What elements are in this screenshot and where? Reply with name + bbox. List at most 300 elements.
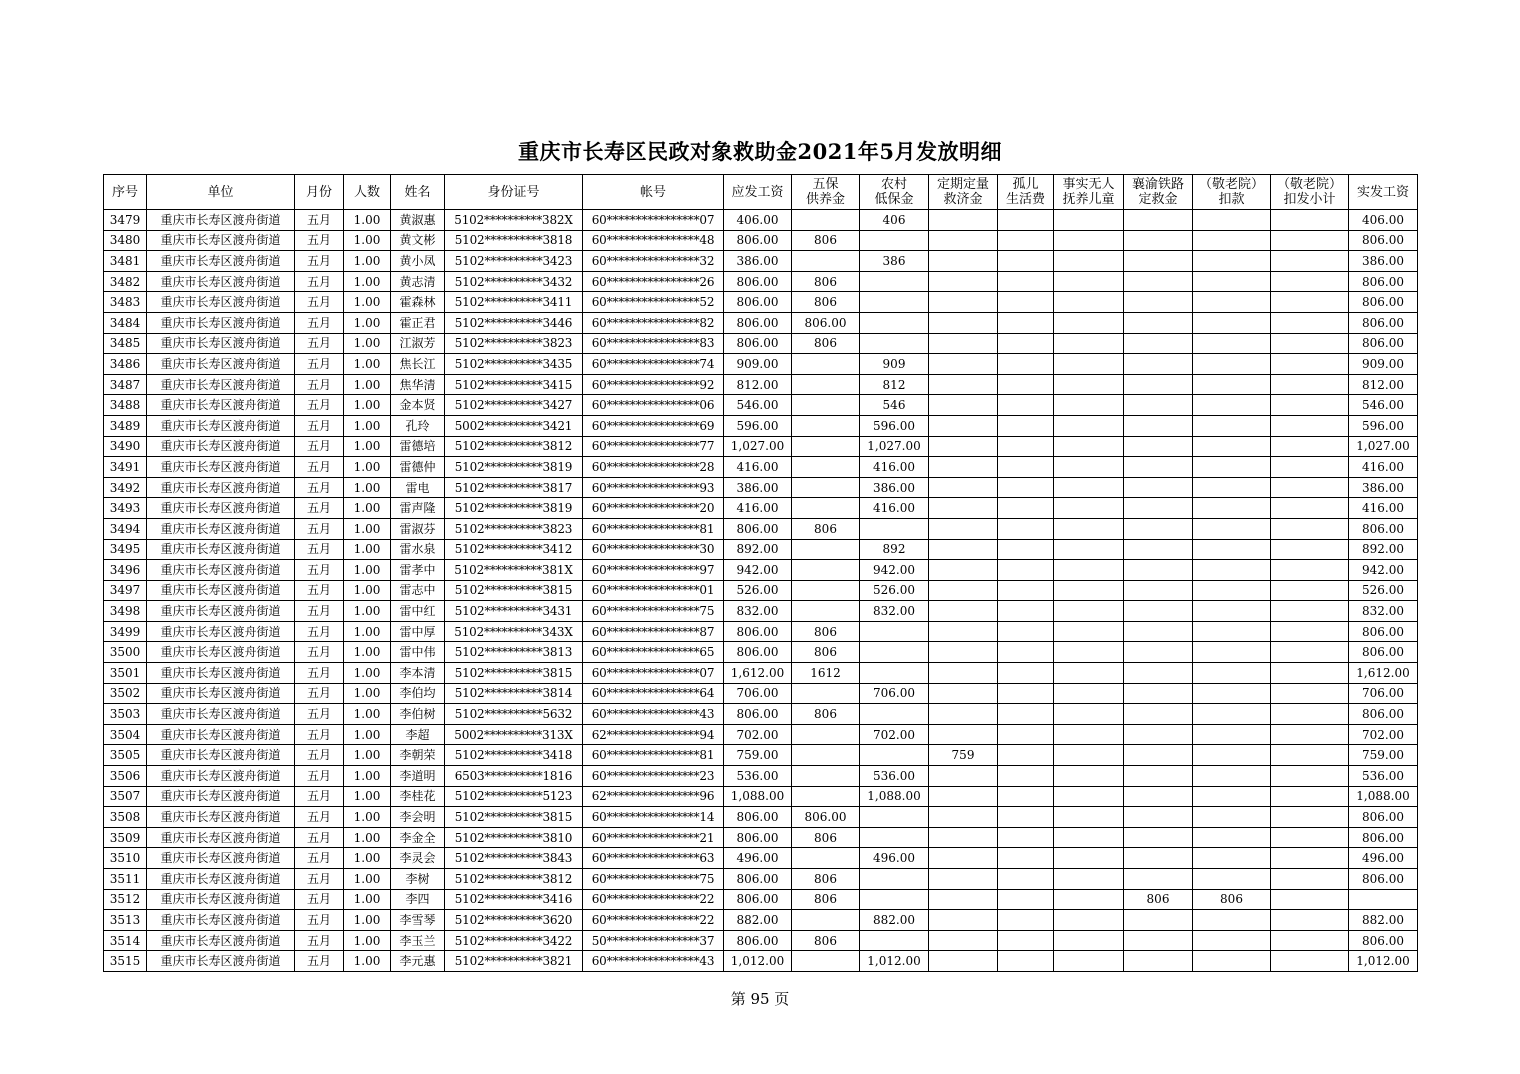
header-dibao: 农村 低保金 bbox=[860, 175, 929, 210]
cell-seq: 3499 bbox=[104, 621, 147, 642]
cell-unit: 重庆市长寿区渡舟街道 bbox=[147, 415, 295, 436]
cell-unit: 重庆市长寿区渡舟街道 bbox=[147, 395, 295, 416]
table-row bbox=[104, 436, 1418, 457]
cell-id-number: 5102**********3815 bbox=[445, 580, 583, 601]
cell-name: 李会明 bbox=[391, 807, 445, 828]
cell-unsupported-children bbox=[1054, 848, 1124, 869]
cell-wubao: 806 bbox=[792, 869, 860, 890]
cell-orphan bbox=[998, 292, 1054, 313]
cell-account: 60****************22 bbox=[583, 889, 724, 910]
cell-actual-pay: 806.00 bbox=[1349, 230, 1418, 251]
cell-payable: 882.00 bbox=[724, 910, 792, 931]
cell-seq: 3484 bbox=[104, 312, 147, 333]
cell-orphan bbox=[998, 663, 1054, 684]
cell-account: 60****************81 bbox=[583, 745, 724, 766]
cell-account: 60****************83 bbox=[583, 333, 724, 354]
cell-unit: 重庆市长寿区渡舟街道 bbox=[147, 477, 295, 498]
cell-account: 60****************07 bbox=[583, 663, 724, 684]
cell-dingqi bbox=[929, 230, 998, 251]
cell-orphan bbox=[998, 477, 1054, 498]
cell-payable: 806.00 bbox=[724, 292, 792, 313]
cell-dibao bbox=[860, 333, 929, 354]
cell-unsupported-children bbox=[1054, 251, 1124, 272]
cell-count: 1.00 bbox=[344, 683, 391, 704]
cell-dibao: 1,088.00 bbox=[860, 786, 929, 807]
table-row bbox=[104, 560, 1418, 581]
header-count: 人数 bbox=[344, 175, 391, 210]
cell-id-number: 5102**********3423 bbox=[445, 251, 583, 272]
cell-count: 1.00 bbox=[344, 601, 391, 622]
header-id-number: 身份证号 bbox=[445, 175, 583, 210]
table-header-row bbox=[104, 175, 1418, 210]
cell-dingqi bbox=[929, 848, 998, 869]
cell-unsupported-children bbox=[1054, 539, 1124, 560]
cell-account: 60****************74 bbox=[583, 354, 724, 375]
cell-account: 60****************21 bbox=[583, 827, 724, 848]
cell-xiangyu-railway bbox=[1124, 560, 1193, 581]
cell-actual-pay: 706.00 bbox=[1349, 683, 1418, 704]
cell-xiangyu-railway bbox=[1124, 724, 1193, 745]
cell-id-number: 5102**********3412 bbox=[445, 539, 583, 560]
cell-dingqi: 759 bbox=[929, 745, 998, 766]
cell-month: 五月 bbox=[295, 786, 344, 807]
cell-month: 五月 bbox=[295, 518, 344, 539]
cell-unit: 重庆市长寿区渡舟街道 bbox=[147, 436, 295, 457]
cell-seq: 3512 bbox=[104, 889, 147, 910]
cell-nursing-deduction bbox=[1193, 683, 1271, 704]
cell-actual-pay: 1,612.00 bbox=[1349, 663, 1418, 684]
cell-wubao bbox=[792, 786, 860, 807]
cell-dibao bbox=[860, 663, 929, 684]
cell-xiangyu-railway: 806 bbox=[1124, 889, 1193, 910]
cell-nursing-deduction bbox=[1193, 436, 1271, 457]
cell-dingqi bbox=[929, 374, 998, 395]
cell-actual-pay: 386.00 bbox=[1349, 477, 1418, 498]
cell-name: 雷德仲 bbox=[391, 457, 445, 478]
cell-name: 黄文彬 bbox=[391, 230, 445, 251]
cell-nursing-subtotal bbox=[1271, 869, 1349, 890]
cell-dingqi bbox=[929, 498, 998, 519]
cell-month: 五月 bbox=[295, 539, 344, 560]
cell-orphan bbox=[998, 766, 1054, 787]
cell-dibao bbox=[860, 230, 929, 251]
cell-wubao bbox=[792, 374, 860, 395]
cell-nursing-deduction bbox=[1193, 395, 1271, 416]
table-row bbox=[104, 539, 1418, 560]
cell-xiangyu-railway bbox=[1124, 951, 1193, 972]
cell-orphan bbox=[998, 889, 1054, 910]
cell-unit: 重庆市长寿区渡舟街道 bbox=[147, 930, 295, 951]
cell-account: 60****************14 bbox=[583, 807, 724, 828]
cell-xiangyu-railway bbox=[1124, 683, 1193, 704]
cell-name: 李伯均 bbox=[391, 683, 445, 704]
cell-payable: 806.00 bbox=[724, 889, 792, 910]
cell-name: 李本清 bbox=[391, 663, 445, 684]
cell-count: 1.00 bbox=[344, 415, 391, 436]
cell-actual-pay: 806.00 bbox=[1349, 869, 1418, 890]
cell-payable: 806.00 bbox=[724, 642, 792, 663]
cell-seq: 3510 bbox=[104, 848, 147, 869]
cell-unsupported-children bbox=[1054, 415, 1124, 436]
cell-seq: 3482 bbox=[104, 271, 147, 292]
header-wubao: 五保 供养金 bbox=[792, 175, 860, 210]
cell-dibao: 892 bbox=[860, 539, 929, 560]
cell-unit: 重庆市长寿区渡舟街道 bbox=[147, 889, 295, 910]
cell-dibao bbox=[860, 292, 929, 313]
cell-payable: 416.00 bbox=[724, 498, 792, 519]
cell-actual-pay: 526.00 bbox=[1349, 580, 1418, 601]
cell-month: 五月 bbox=[295, 951, 344, 972]
cell-nursing-deduction bbox=[1193, 312, 1271, 333]
table-row bbox=[104, 312, 1418, 333]
cell-unit: 重庆市长寿区渡舟街道 bbox=[147, 704, 295, 725]
cell-nursing-subtotal bbox=[1271, 251, 1349, 272]
cell-account: 62****************94 bbox=[583, 724, 724, 745]
cell-id-number: 5102**********3814 bbox=[445, 683, 583, 704]
cell-unit: 重庆市长寿区渡舟街道 bbox=[147, 601, 295, 622]
cell-wubao bbox=[792, 910, 860, 931]
table-row bbox=[104, 724, 1418, 745]
cell-unit: 重庆市长寿区渡舟街道 bbox=[147, 457, 295, 478]
cell-dingqi bbox=[929, 786, 998, 807]
cell-month: 五月 bbox=[295, 333, 344, 354]
cell-nursing-subtotal bbox=[1271, 560, 1349, 581]
cell-wubao bbox=[792, 354, 860, 375]
cell-nursing-subtotal bbox=[1271, 807, 1349, 828]
cell-xiangyu-railway bbox=[1124, 848, 1193, 869]
cell-unsupported-children bbox=[1054, 889, 1124, 910]
cell-nursing-deduction bbox=[1193, 910, 1271, 931]
cell-unit: 重庆市长寿区渡舟街道 bbox=[147, 292, 295, 313]
table-row bbox=[104, 518, 1418, 539]
cell-wubao bbox=[792, 210, 860, 231]
cell-count: 1.00 bbox=[344, 580, 391, 601]
cell-wubao bbox=[792, 580, 860, 601]
cell-count: 1.00 bbox=[344, 786, 391, 807]
cell-wubao: 806 bbox=[792, 271, 860, 292]
cell-payable: 806.00 bbox=[724, 333, 792, 354]
cell-count: 1.00 bbox=[344, 477, 391, 498]
cell-id-number: 5102**********3823 bbox=[445, 333, 583, 354]
cell-id-number: 5102**********3620 bbox=[445, 910, 583, 931]
cell-unit: 重庆市长寿区渡舟街道 bbox=[147, 910, 295, 931]
cell-name: 李雪琴 bbox=[391, 910, 445, 931]
cell-unsupported-children bbox=[1054, 869, 1124, 890]
cell-name: 雷淑芬 bbox=[391, 518, 445, 539]
cell-account: 60****************97 bbox=[583, 560, 724, 581]
cell-dibao: 496.00 bbox=[860, 848, 929, 869]
cell-seq: 3480 bbox=[104, 230, 147, 251]
cell-orphan bbox=[998, 786, 1054, 807]
cell-orphan bbox=[998, 621, 1054, 642]
cell-account: 60****************82 bbox=[583, 312, 724, 333]
cell-nursing-subtotal bbox=[1271, 601, 1349, 622]
table-row bbox=[104, 457, 1418, 478]
cell-nursing-subtotal bbox=[1271, 848, 1349, 869]
cell-nursing-subtotal bbox=[1271, 333, 1349, 354]
cell-name: 李灵会 bbox=[391, 848, 445, 869]
cell-unsupported-children bbox=[1054, 683, 1124, 704]
cell-unit: 重庆市长寿区渡舟街道 bbox=[147, 807, 295, 828]
cell-count: 1.00 bbox=[344, 724, 391, 745]
cell-xiangyu-railway bbox=[1124, 457, 1193, 478]
cell-nursing-subtotal bbox=[1271, 498, 1349, 519]
cell-month: 五月 bbox=[295, 663, 344, 684]
header-month: 月份 bbox=[295, 175, 344, 210]
cell-seq: 3493 bbox=[104, 498, 147, 519]
cell-unsupported-children bbox=[1054, 766, 1124, 787]
table-row bbox=[104, 766, 1418, 787]
cell-actual-pay: 832.00 bbox=[1349, 601, 1418, 622]
cell-nursing-subtotal bbox=[1271, 374, 1349, 395]
cell-xiangyu-railway bbox=[1124, 374, 1193, 395]
cell-nursing-deduction bbox=[1193, 271, 1271, 292]
table-body bbox=[104, 210, 1418, 972]
header-nursing-subtotal: （敬老院） 扣发小计 bbox=[1271, 175, 1349, 210]
cell-unsupported-children bbox=[1054, 271, 1124, 292]
cell-nursing-subtotal bbox=[1271, 663, 1349, 684]
cell-actual-pay: 416.00 bbox=[1349, 498, 1418, 519]
cell-unsupported-children bbox=[1054, 354, 1124, 375]
cell-nursing-subtotal bbox=[1271, 210, 1349, 231]
cell-dingqi bbox=[929, 518, 998, 539]
cell-unsupported-children bbox=[1054, 580, 1124, 601]
cell-actual-pay: 882.00 bbox=[1349, 910, 1418, 931]
table-row bbox=[104, 230, 1418, 251]
cell-seq: 3514 bbox=[104, 930, 147, 951]
cell-account: 60****************64 bbox=[583, 683, 724, 704]
cell-nursing-subtotal bbox=[1271, 271, 1349, 292]
cell-name: 黄志清 bbox=[391, 271, 445, 292]
cell-wubao: 806 bbox=[792, 292, 860, 313]
cell-wubao: 806 bbox=[792, 704, 860, 725]
cell-dibao: 526.00 bbox=[860, 580, 929, 601]
cell-month: 五月 bbox=[295, 910, 344, 931]
cell-payable: 909.00 bbox=[724, 354, 792, 375]
cell-name: 雷中伟 bbox=[391, 642, 445, 663]
cell-nursing-subtotal bbox=[1271, 477, 1349, 498]
cell-seq: 3506 bbox=[104, 766, 147, 787]
table-row bbox=[104, 745, 1418, 766]
cell-dibao: 1,012.00 bbox=[860, 951, 929, 972]
cell-orphan bbox=[998, 910, 1054, 931]
cell-dingqi bbox=[929, 869, 998, 890]
cell-xiangyu-railway bbox=[1124, 477, 1193, 498]
cell-xiangyu-railway bbox=[1124, 910, 1193, 931]
cell-nursing-deduction bbox=[1193, 210, 1271, 231]
cell-xiangyu-railway bbox=[1124, 518, 1193, 539]
cell-month: 五月 bbox=[295, 869, 344, 890]
cell-account: 60****************43 bbox=[583, 704, 724, 725]
cell-month: 五月 bbox=[295, 621, 344, 642]
cell-nursing-subtotal bbox=[1271, 518, 1349, 539]
cell-actual-pay: 806.00 bbox=[1349, 642, 1418, 663]
cell-name: 李树 bbox=[391, 869, 445, 890]
cell-seq: 3485 bbox=[104, 333, 147, 354]
cell-count: 1.00 bbox=[344, 910, 391, 931]
cell-wubao bbox=[792, 745, 860, 766]
cell-id-number: 5102**********3415 bbox=[445, 374, 583, 395]
cell-account: 60****************87 bbox=[583, 621, 724, 642]
cell-actual-pay: 806.00 bbox=[1349, 271, 1418, 292]
cell-payable: 496.00 bbox=[724, 848, 792, 869]
cell-account: 60****************48 bbox=[583, 230, 724, 251]
cell-dingqi bbox=[929, 951, 998, 972]
cell-nursing-subtotal bbox=[1271, 930, 1349, 951]
cell-month: 五月 bbox=[295, 889, 344, 910]
cell-id-number: 5102**********3812 bbox=[445, 869, 583, 890]
cell-dibao: 536.00 bbox=[860, 766, 929, 787]
cell-xiangyu-railway bbox=[1124, 251, 1193, 272]
cell-wubao bbox=[792, 601, 860, 622]
table-row bbox=[104, 642, 1418, 663]
cell-dingqi bbox=[929, 910, 998, 931]
cell-month: 五月 bbox=[295, 848, 344, 869]
cell-id-number: 5102**********3431 bbox=[445, 601, 583, 622]
cell-count: 1.00 bbox=[344, 889, 391, 910]
cell-wubao bbox=[792, 560, 860, 581]
table-row bbox=[104, 251, 1418, 272]
cell-dingqi bbox=[929, 436, 998, 457]
cell-seq: 3495 bbox=[104, 539, 147, 560]
cell-wubao: 806 bbox=[792, 230, 860, 251]
cell-id-number: 5102**********3813 bbox=[445, 642, 583, 663]
cell-orphan bbox=[998, 251, 1054, 272]
cell-seq: 3491 bbox=[104, 457, 147, 478]
cell-wubao bbox=[792, 457, 860, 478]
cell-wubao bbox=[792, 498, 860, 519]
cell-actual-pay: 806.00 bbox=[1349, 333, 1418, 354]
cell-unsupported-children bbox=[1054, 930, 1124, 951]
cell-name: 李桂花 bbox=[391, 786, 445, 807]
cell-xiangyu-railway bbox=[1124, 271, 1193, 292]
table-row bbox=[104, 827, 1418, 848]
cell-payable: 386.00 bbox=[724, 477, 792, 498]
cell-xiangyu-railway bbox=[1124, 230, 1193, 251]
cell-unit: 重庆市长寿区渡舟街道 bbox=[147, 642, 295, 663]
header-payable: 应发工资 bbox=[724, 175, 792, 210]
table-row bbox=[104, 374, 1418, 395]
cell-xiangyu-railway bbox=[1124, 807, 1193, 828]
cell-nursing-subtotal bbox=[1271, 766, 1349, 787]
cell-orphan bbox=[998, 436, 1054, 457]
cell-id-number: 5102**********3843 bbox=[445, 848, 583, 869]
cell-month: 五月 bbox=[295, 354, 344, 375]
cell-wubao: 806 bbox=[792, 518, 860, 539]
cell-name: 李金全 bbox=[391, 827, 445, 848]
cell-count: 1.00 bbox=[344, 745, 391, 766]
cell-payable: 812.00 bbox=[724, 374, 792, 395]
cell-seq: 3500 bbox=[104, 642, 147, 663]
cell-id-number: 5102**********3422 bbox=[445, 930, 583, 951]
cell-dibao: 386.00 bbox=[860, 477, 929, 498]
cell-name: 雷志中 bbox=[391, 580, 445, 601]
cell-name: 雷孝中 bbox=[391, 560, 445, 581]
cell-unit: 重庆市长寿区渡舟街道 bbox=[147, 518, 295, 539]
cell-dingqi bbox=[929, 395, 998, 416]
cell-month: 五月 bbox=[295, 477, 344, 498]
cell-unit: 重庆市长寿区渡舟街道 bbox=[147, 251, 295, 272]
cell-id-number: 5102**********3817 bbox=[445, 477, 583, 498]
table-row bbox=[104, 354, 1418, 375]
header-orphan: 孤儿 生活费 bbox=[998, 175, 1054, 210]
cell-count: 1.00 bbox=[344, 210, 391, 231]
cell-nursing-deduction: 806 bbox=[1193, 889, 1271, 910]
cell-xiangyu-railway bbox=[1124, 580, 1193, 601]
table-row bbox=[104, 621, 1418, 642]
cell-wubao: 806 bbox=[792, 642, 860, 663]
cell-count: 1.00 bbox=[344, 374, 391, 395]
cell-month: 五月 bbox=[295, 457, 344, 478]
cell-dingqi bbox=[929, 354, 998, 375]
cell-nursing-deduction bbox=[1193, 230, 1271, 251]
cell-wubao bbox=[792, 477, 860, 498]
cell-nursing-subtotal bbox=[1271, 683, 1349, 704]
cell-wubao: 806 bbox=[792, 621, 860, 642]
cell-xiangyu-railway bbox=[1124, 210, 1193, 231]
cell-dingqi bbox=[929, 477, 998, 498]
cell-wubao bbox=[792, 683, 860, 704]
cell-dingqi bbox=[929, 333, 998, 354]
cell-unsupported-children bbox=[1054, 292, 1124, 313]
cell-name: 霍正君 bbox=[391, 312, 445, 333]
cell-orphan bbox=[998, 333, 1054, 354]
cell-seq: 3492 bbox=[104, 477, 147, 498]
cell-seq: 3496 bbox=[104, 560, 147, 581]
cell-account: 60****************28 bbox=[583, 457, 724, 478]
cell-dibao: 386 bbox=[860, 251, 929, 272]
cell-wubao bbox=[792, 395, 860, 416]
cell-nursing-subtotal bbox=[1271, 415, 1349, 436]
header-actual-pay: 实发工资 bbox=[1349, 175, 1418, 210]
cell-unit: 重庆市长寿区渡舟街道 bbox=[147, 498, 295, 519]
cell-dibao bbox=[860, 930, 929, 951]
cell-nursing-subtotal bbox=[1271, 889, 1349, 910]
cell-actual-pay: 416.00 bbox=[1349, 457, 1418, 478]
cell-month: 五月 bbox=[295, 210, 344, 231]
cell-unit: 重庆市长寿区渡舟街道 bbox=[147, 848, 295, 869]
cell-account: 60****************07 bbox=[583, 210, 724, 231]
cell-dingqi bbox=[929, 807, 998, 828]
cell-nursing-subtotal bbox=[1271, 951, 1349, 972]
cell-orphan bbox=[998, 539, 1054, 560]
cell-nursing-deduction bbox=[1193, 869, 1271, 890]
cell-account: 60****************06 bbox=[583, 395, 724, 416]
cell-unsupported-children bbox=[1054, 560, 1124, 581]
cell-account: 50****************37 bbox=[583, 930, 724, 951]
table-row bbox=[104, 292, 1418, 313]
cell-id-number: 5102**********3427 bbox=[445, 395, 583, 416]
cell-orphan bbox=[998, 642, 1054, 663]
cell-orphan bbox=[998, 745, 1054, 766]
cell-nursing-deduction bbox=[1193, 477, 1271, 498]
cell-id-number: 5102**********5123 bbox=[445, 786, 583, 807]
cell-nursing-deduction bbox=[1193, 930, 1271, 951]
cell-count: 1.00 bbox=[344, 560, 391, 581]
cell-unsupported-children bbox=[1054, 498, 1124, 519]
cell-count: 1.00 bbox=[344, 498, 391, 519]
cell-month: 五月 bbox=[295, 745, 344, 766]
cell-nursing-deduction bbox=[1193, 848, 1271, 869]
cell-dibao: 702.00 bbox=[860, 724, 929, 745]
table-row bbox=[104, 807, 1418, 828]
cell-dibao bbox=[860, 271, 929, 292]
cell-nursing-deduction bbox=[1193, 498, 1271, 519]
cell-seq: 3504 bbox=[104, 724, 147, 745]
cell-name: 李超 bbox=[391, 724, 445, 745]
header-nursing-deduction: （敬老院） 扣款 bbox=[1193, 175, 1271, 210]
cell-unit: 重庆市长寿区渡舟街道 bbox=[147, 230, 295, 251]
